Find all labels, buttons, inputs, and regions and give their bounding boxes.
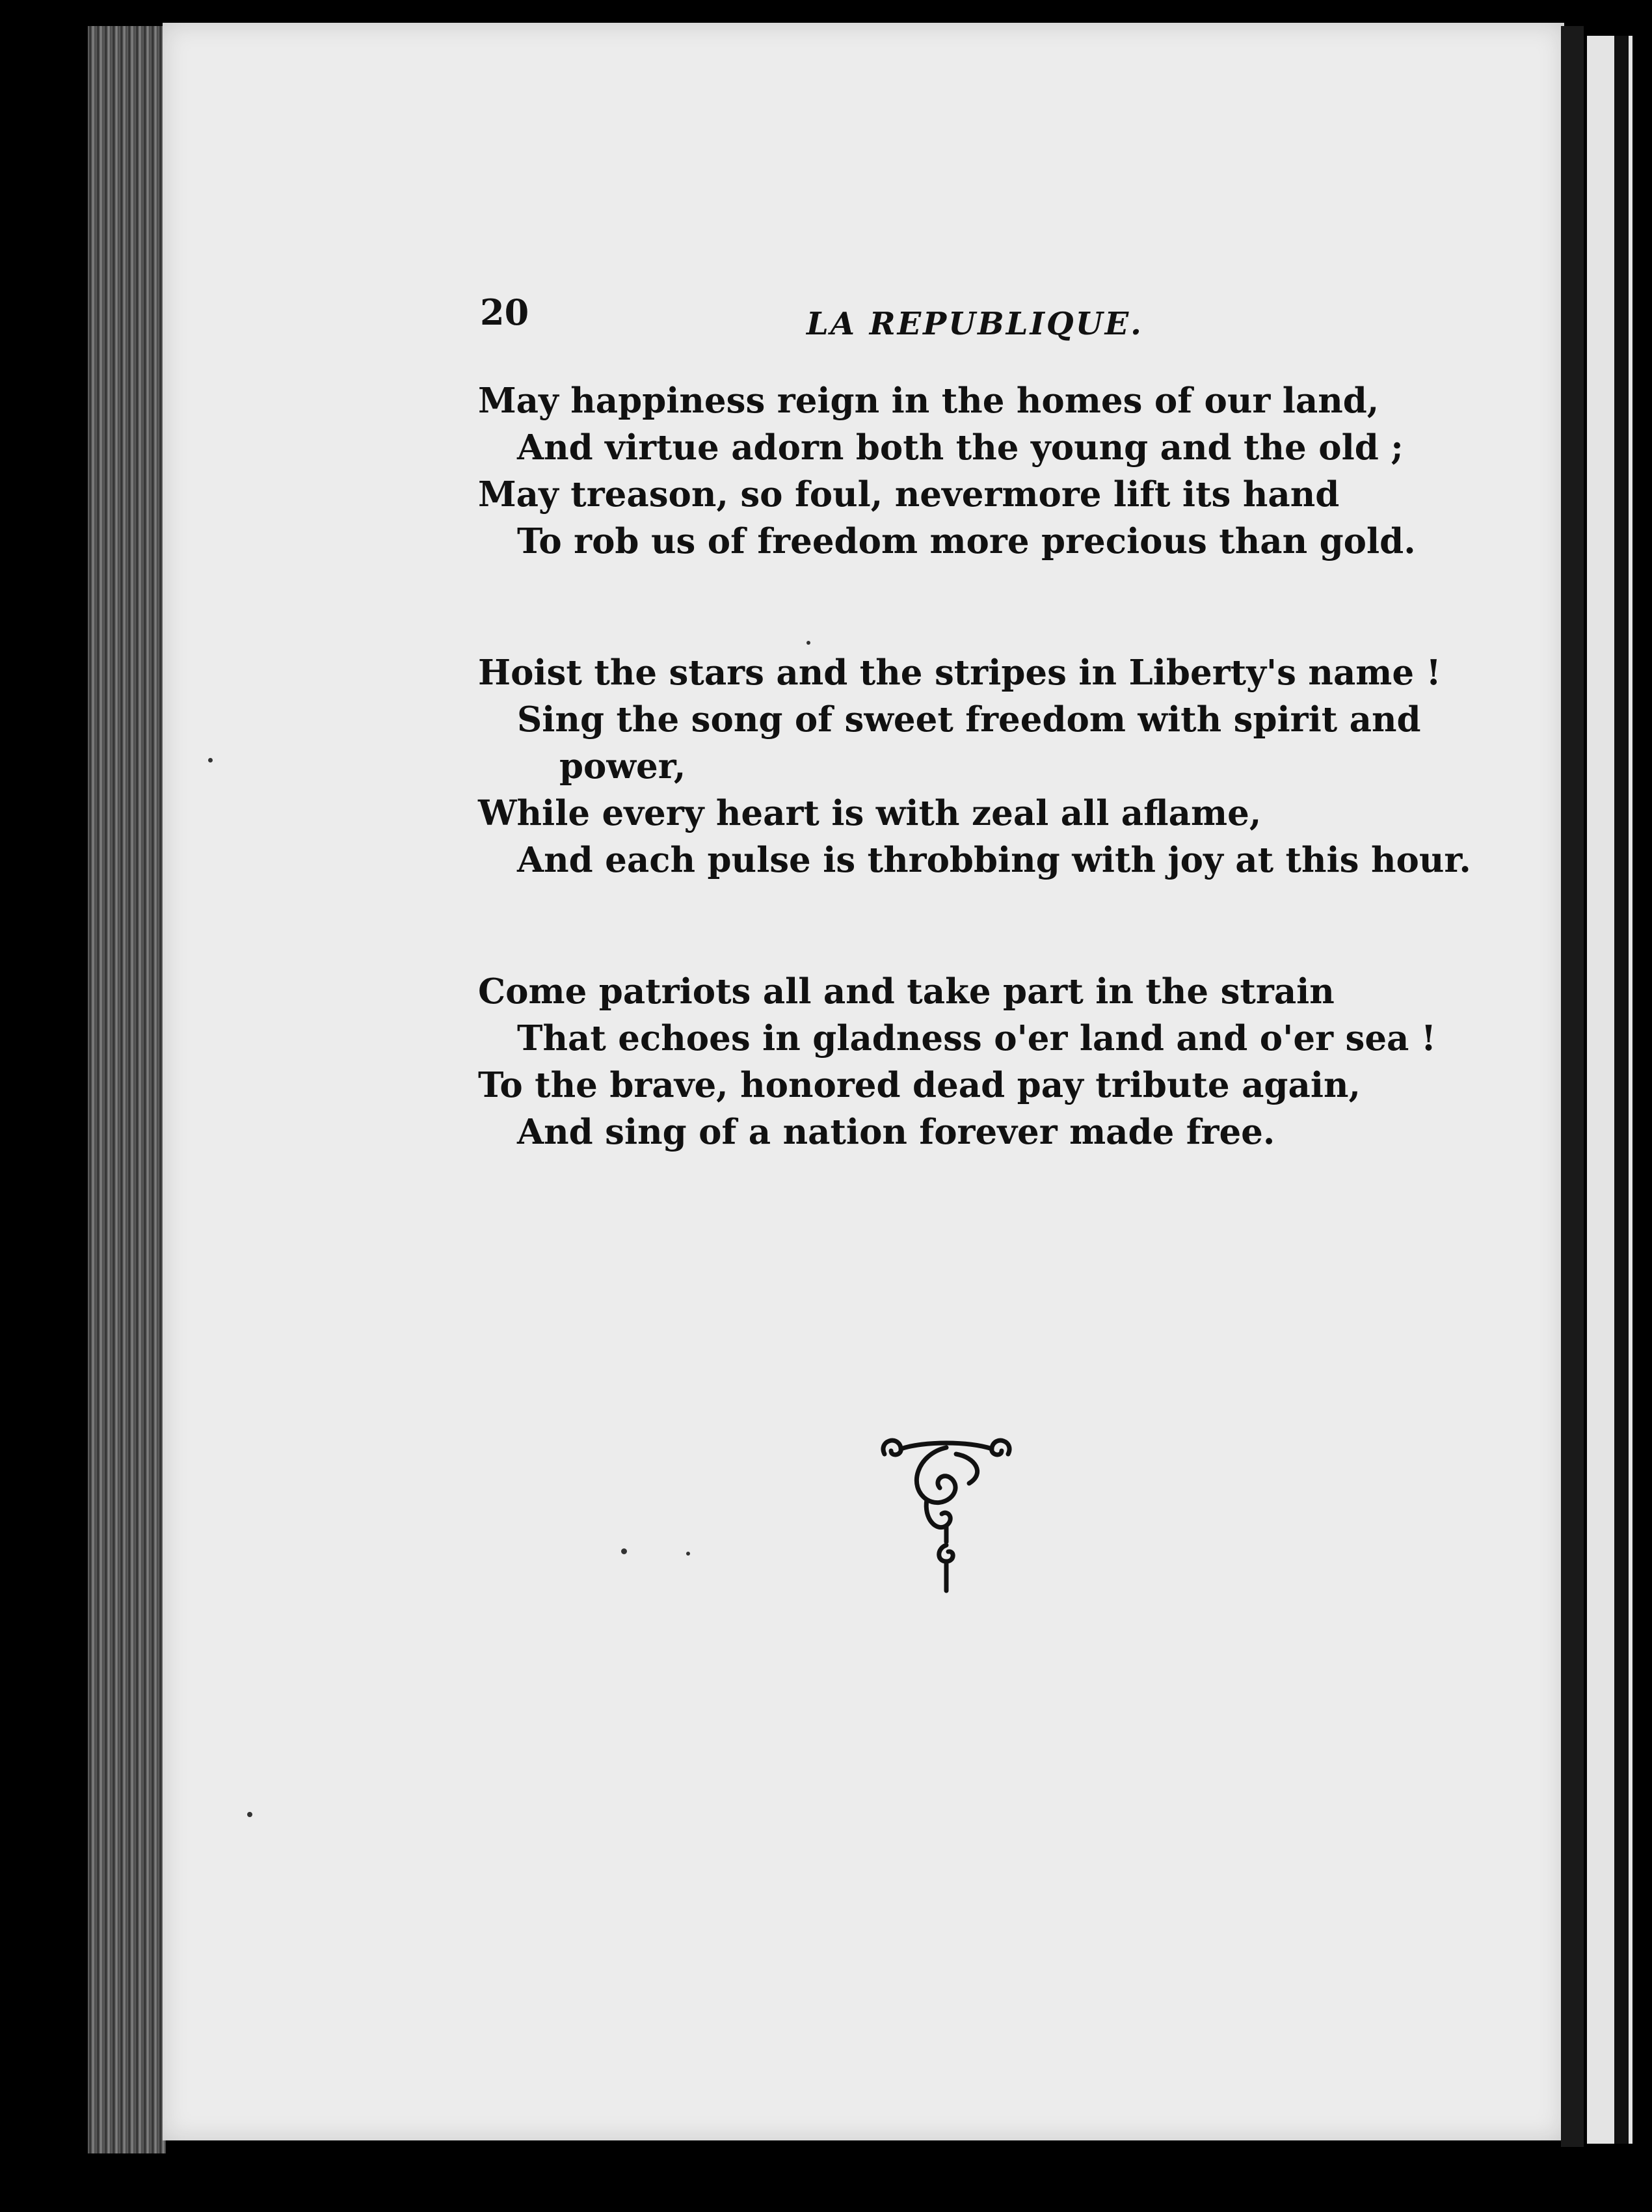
facing-page-border [1614,36,1629,2144]
stanza-1 [478,377,1441,565]
page-edges [88,26,166,2153]
verse-line: To rob us of freedom more precious than gold. [517,521,1416,561]
ink-speck [806,641,810,645]
page-number: 20 [480,291,529,333]
verse-line: While every heart is with zeal all aflame, [478,793,1262,833]
verse-line: power, [559,746,686,787]
ink-speck [686,1552,690,1556]
verse-line: Come patriots all and take part in the strain [478,971,1335,1012]
verse-line: To the brave, honored dead pay tribute again, [478,1065,1361,1105]
ink-speck [208,758,213,762]
ink-speck [621,1548,627,1554]
stanza-2 [478,649,1471,883]
verse-line: And each pulse is throbbing with joy at this hour. [517,840,1471,880]
verse-line: Hoist the stars and the stripes in Liberty's name ! [478,653,1441,693]
verse-line: May treason, so foul, nevermore lift its hand [478,474,1340,515]
scroll-fleuron-icon [872,1428,1021,1597]
verse-line: And virtue adorn both the young and the old ; [517,427,1404,468]
verse-line: Sing the song of sweet freedom with spirit and [517,699,1421,740]
verse-line: May happiness reign in the homes of our land, [478,381,1379,421]
page-gutter [1561,26,1584,2147]
verse-line: And sing of a nation forever made free. [517,1112,1275,1152]
stanza-3 [478,968,1441,1155]
running-head: LA REPUBLIQUE. [806,306,1143,342]
poem-body [478,377,1471,1240]
ink-speck [247,1812,252,1817]
verse-line: That echoes in gladness o'er land and o'er sea ! [517,1018,1437,1059]
